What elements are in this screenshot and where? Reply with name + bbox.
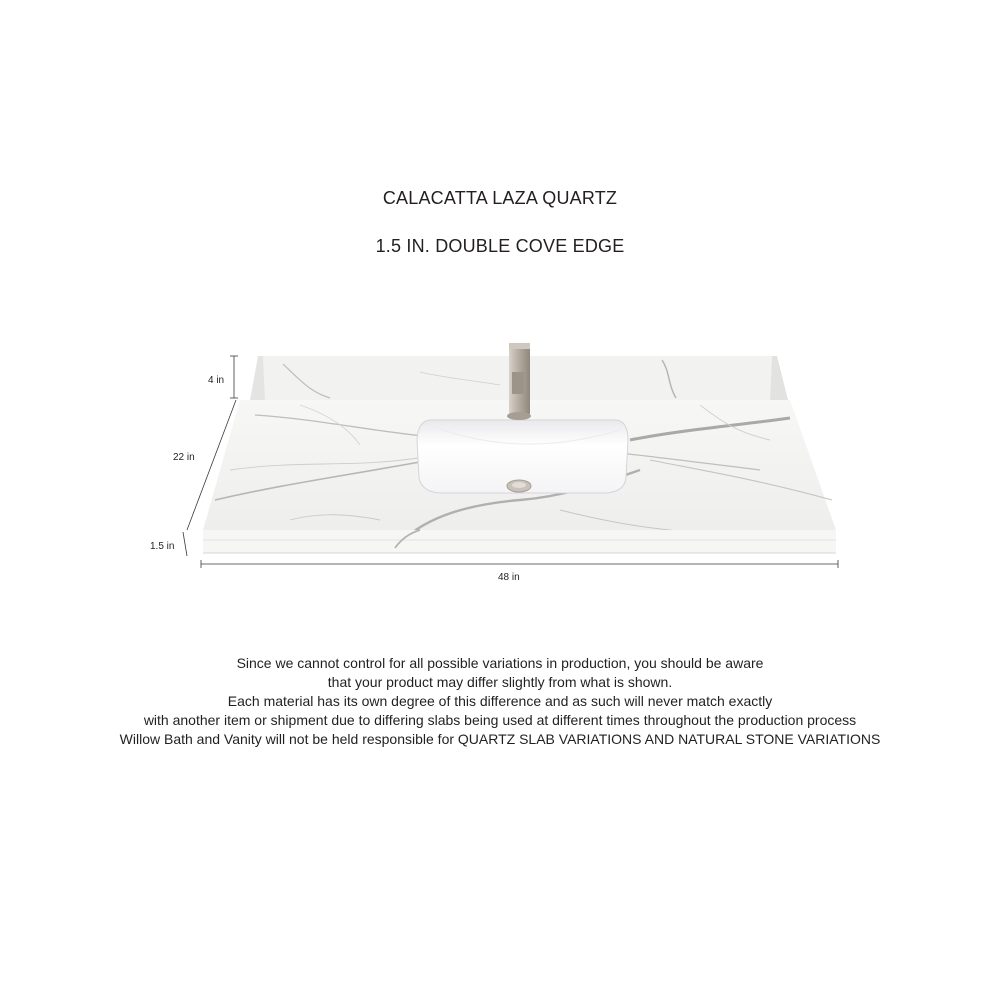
product-material-title: CALACATTA LAZA QUARTZ (382, 188, 618, 208)
disclaimer-line: that your product may differ slightly from what is shown. (327, 674, 673, 690)
disclaimer-line: Willow Bath and Vanity will not be held responsible for QUARTZ SLAB VARIATIONS AND NATURAL STONE VARIATIONS (119, 731, 881, 747)
disclaimer-line: Each material has its own degree of this difference and as such will never match exactly (227, 693, 773, 709)
thickness-label: 1.5 in (150, 541, 175, 552)
variation-disclaimer (0, 654, 1000, 749)
front-edge (203, 530, 836, 553)
depth-label: 22 in (173, 452, 195, 463)
width-label: 48 in (498, 572, 520, 583)
undermount-sink (417, 420, 628, 493)
vanity-top-illustration (0, 330, 1000, 600)
disclaimer-line: Since we cannot control for all possible variations in production, you should be aware (236, 655, 764, 671)
product-edge-title: 1.5 IN. DOUBLE COVE EDGE (375, 236, 625, 256)
backsplash-height-label: 4 in (208, 375, 225, 386)
disclaimer-line: with another item or shipment due to differing slabs being used at different times throughout the production process (143, 712, 857, 728)
faucet (507, 343, 531, 420)
